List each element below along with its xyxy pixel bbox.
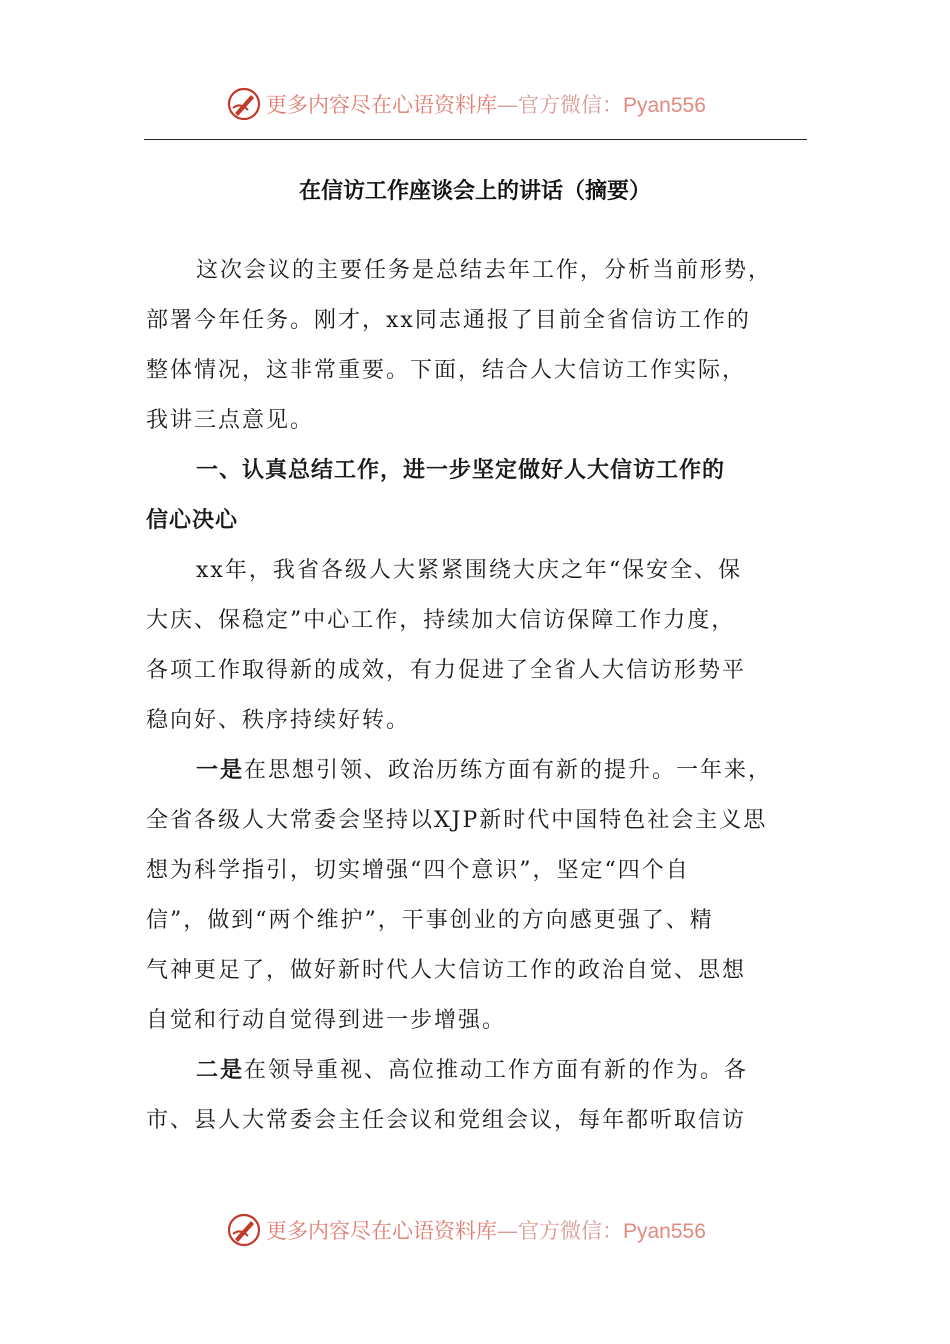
paragraph-line: 想为科学指引，切实增强“四个意识”，坚定“四个自	[146, 858, 690, 883]
paragraph-line: xx年，我省各级人大紧紧围绕大庆之年“保安全、保	[196, 558, 743, 583]
banner-site-text: 更多内容尽在心语资料库	[266, 1219, 497, 1243]
footer-banner	[226, 1210, 706, 1250]
paragraph-line: 我讲三点意见。	[146, 408, 315, 433]
section-heading-line: 信心决心	[146, 508, 239, 533]
paragraph-line: 部署今年任务。刚才，xx同志通报了目前全省信访工作的	[146, 308, 751, 333]
paragraph-text: 在思想引领、政治历练方面有新的提升。一年来，	[244, 758, 773, 783]
document-title: 在信访工作座谈会上的讲话（摘要）	[298, 179, 651, 204]
point-lead: 一是	[196, 758, 245, 783]
banner-site-text: 更多内容尽在心语资料库	[266, 93, 497, 117]
banner-separator: —	[497, 93, 518, 117]
paragraph-line: 整体情况，这非常重要。下面，结合人大信访工作实际，	[146, 358, 747, 383]
paragraph-line	[146, 746, 810, 796]
banner-wechat-label: 官方微信：	[518, 1219, 623, 1243]
pen-logo-icon	[226, 86, 262, 122]
document-body	[146, 246, 810, 1146]
banner-wechat-label: 官方微信：	[518, 93, 623, 117]
banner-wechat-id: Pyan556	[623, 1220, 706, 1243]
point-lead: 二是	[196, 1058, 245, 1083]
paragraph-line: 各项工作取得新的成效，有力促进了全省人大信访形势平	[146, 658, 747, 683]
paragraph-line: 全省各级人大常委会坚持以XJP新时代中国特色社会主义思	[146, 808, 768, 833]
paragraph-line: 市、县人大常委会主任会议和党组会议，每年都听取信访	[146, 1108, 747, 1133]
paragraph-line: 大庆、保稳定”中心工作，持续加大信访保障工作力度，	[146, 608, 736, 633]
paragraph-line	[146, 1046, 810, 1096]
banner-wechat-id: Pyan556	[623, 94, 706, 117]
pen-logo-icon	[226, 1212, 262, 1248]
header-banner	[226, 84, 706, 124]
banner-separator: —	[497, 1219, 518, 1243]
paragraph-line: 气神更足了，做好新时代人大信访工作的政治自觉、思想	[146, 958, 747, 983]
section-heading-line: 一、认真总结工作，进一步坚定做好人大信访工作的	[196, 458, 726, 483]
paragraph-line: 稳向好、秩序持续好转。	[146, 708, 411, 733]
paragraph-line: 这次会议的主要任务是总结去年工作，分析当前形势，	[196, 258, 773, 283]
paragraph-line: 信”，做到“两个维护”，干事创业的方向感更强了、精	[146, 908, 714, 933]
header-rule	[144, 139, 807, 140]
paragraph-text: 在领导重视、高位推动工作方面有新的作为。各	[244, 1058, 749, 1083]
paragraph-line: 自觉和行动自觉得到进一步增强。	[146, 1008, 507, 1033]
